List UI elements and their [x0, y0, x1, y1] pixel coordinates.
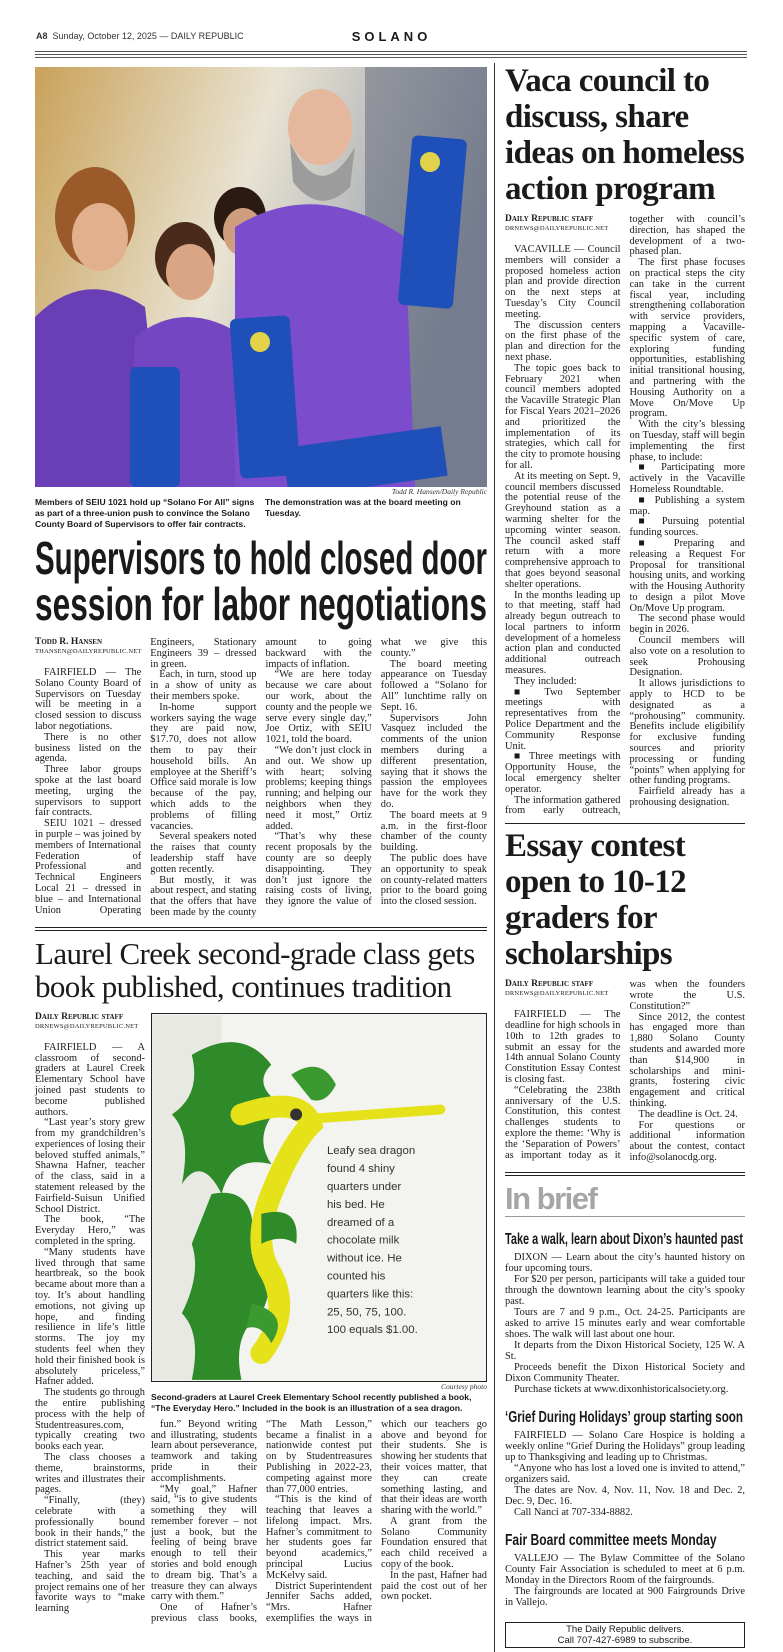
paragraph: VACAVILLE — Council members will consider a proposed homeless action plan and provide direction on the next steps at Tuesday’s City Council meeting. [505, 244, 621, 320]
byline-email[interactable]: DRNEWS@DAILYREPUBLIC.NET [35, 1022, 139, 1030]
illustration-text-line: 25, 50, 75, 100. [326, 1306, 407, 1319]
section-rule [35, 930, 487, 931]
paragraph: “Finally, (they) celebrate with a professionally bound book in their hands,” the district statement said. [35, 1495, 145, 1550]
paragraph: Proceeds benefit the Dixon Historical Society and Dixon Community Theater. [505, 1361, 745, 1384]
byline-email[interactable]: THANSEN@DAILYREPUBLIC.NET [35, 648, 142, 655]
paragraph: It allows jurisdictions to apply to HCD to be designated as a “prohousing” community. Benefits include eligibility for exclusive funding sources and priority processing or funding “points” when applying for other funding programs. [629, 678, 745, 787]
illustration-text-line: chocolate milk [326, 1234, 400, 1247]
paragraph: The public does have an opportunity to speak on county-related matters prior to the board going into the closed session. [380, 852, 487, 908]
paragraph: ■ Three meetings with Opportunity House, the local emergency shelter operator. [505, 751, 621, 795]
byline [505, 980, 621, 998]
paragraph: One of Hafner’s previous class books, “The Math Lesson,” became a finalist in a nationwide contest put on by Studentreasures Publishing in 2022-23, competing against more than 77,000 entries. [151, 1418, 372, 1625]
paragraph: Three labor groups spoke at the last board meeting, urging the supervisors to support fair contracts. [35, 764, 142, 819]
byline [35, 638, 141, 656]
paragraph: “We don’t just clock in and out. We show up with heart; solving problems; keeping things running; and helping our neighbors when they need it most,” Ortiz added. [265, 744, 372, 832]
headline-line: session for labor negotiations [35, 578, 487, 630]
paragraph: The students go through the entire publishing process with the help of Studentreasures.com, typically creating two books each year. [35, 1387, 145, 1453]
paragraph: The fairgrounds are located at 900 Fairgrounds Drive in Vallejo. [505, 1585, 745, 1608]
paragraph: The discussion centers on the first phase of the plan and direction for the next phase. [505, 319, 621, 363]
paragraph: Several speakers noted the raises that county leadership staff have gotten recently. [150, 831, 257, 875]
header-rule [35, 54, 747, 55]
paragraph: The dates are Nov. 4, Nov. 11, Nov. 18 and Dec. 2, Dec. 9, Dec. 16. [505, 1484, 745, 1507]
paragraph: A grant from the Solano Community Foundation ensured that each child received a copy of the book. [381, 1515, 487, 1571]
headline-vaca: Vaca council to discuss, share ideas on homeless action program [505, 63, 745, 207]
paragraph: Tours are 7 and 9 p.m., Oct. 24-25. Participants are asked to arrive 15 minutes early and wear comfortable shoes. The walk will last about one hour. [505, 1306, 745, 1340]
byline-name: Daily Republic staff [505, 214, 594, 224]
paragraph: The class chooses a theme, brainstorms, writes and illustrates their pages. [35, 1452, 145, 1496]
article-essay [505, 980, 745, 1164]
section-rule [505, 1172, 745, 1173]
paragraph: “Last year’s story grew from my grandchildren’s experiences of losing their beloved stuffed animals,” Shawna Hafner, teacher of the class, said in a statement released by the Fairfield-Suisun Unified School District. [35, 1117, 145, 1215]
illustration-text-line: quarters under [326, 1180, 402, 1193]
paragraph: “This is the kind of teaching that leaves a lifelong impact. Mrs. Hafner’s commitment to her students goes far beyond academics,” principal Lucius McKelvy said. [266, 1494, 372, 1581]
paragraph: FAIRFIELD — The Solano County Board of Supervisors on Tuesday will be meeting in a closed session to discuss labor negotiations. [35, 667, 142, 732]
article-supervisors [35, 638, 487, 919]
photo-credit: Courtesy photo [440, 1381, 487, 1391]
paragraph: ■ Preparing and releasing a Request For Proposal for transitional housing units, and working with the Housing Authority to design a pilot Move On/Move Up program. [629, 537, 745, 614]
illustration-text-line: Leafy sea dragon [326, 1144, 416, 1157]
headline-supervisors [35, 534, 487, 630]
paragraph: Since 2012, the contest has engaged more than 1,880 Solano County students and awarded more than $14,900 in scholarships and mini-grants, fostering civic engagement and critical thinking. [629, 1011, 745, 1109]
article-laurel-right [151, 1013, 487, 1625]
brief-headline: Fair Board committee meets Monday [505, 1531, 717, 1549]
paragraph: Supervisors John Vasquez included the comments of the union members during a different presentation, saying that it shows the passion the employees have for the work they do. [380, 712, 487, 810]
photo-caption: Members of SEIU 1021 hold up “Solano For All” signs as part of a three-union push to convince the Solano County Board of Supervisors to offer fair contracts. The demonstration was at the board meeting on Tuesday. [35, 497, 461, 529]
paragraph: The first phase focuses on practical steps the city can take in the current fiscal year, including strengthening collaboration with service providers, mapping a Vacaville-specific system of care, exploring funding opportunities, establishing initial transitional housing, and partnering with the Housing Authority on a Move On/Move Up program. [629, 257, 745, 420]
protest-photo [35, 67, 487, 487]
photo-caption: Second-graders at Laurel Creek Elementary School recently published a book, “The Everyday Hero.” Included in the book is an illustration of a sea dragon. [151, 1391, 472, 1413]
header-rule [35, 51, 747, 52]
paragraph: For $20 per person, participants will take a guided tour through the downtown learning about the city’s spooky past. [505, 1273, 745, 1307]
illustration-text-line: counted his [326, 1270, 386, 1283]
byline-name: Daily Republic staff [505, 979, 594, 990]
article-laurel-cols [151, 1420, 487, 1625]
paragraph: There is no other business listed on the agenda. [35, 731, 142, 765]
illustration-text-line: without ice. He [326, 1252, 402, 1265]
paragraph: But mostly, it was about respect, and stating that the offers that have been made by the county amount to going backward with the impacts of inflation. [150, 637, 372, 918]
paragraph: District Superintendent Jennifer Sachs added, “Mrs. Hafner exemplifies the ways in which our teachers go above and beyond for their students. She is showing her students that their voices matter, that they can create something lasting, and that their ideas are worth sharing with the world.” [266, 1418, 487, 1625]
article-laurel-col1 [35, 1013, 145, 1615]
promo-line: Call 707-427-6989 to subscribe. [557, 1634, 693, 1646]
paragraph: “We are here today because we care about our work, about the county and the people we serve every single day,” Joe Ortiz, with SEIU 1021, told the board. [265, 669, 372, 746]
brief-headline-svg [505, 1227, 745, 1249]
brief-item [505, 1405, 745, 1518]
section-title: SOLANO [351, 29, 432, 44]
paragraph: VALLEJO — The Bylaw Committee of the Solano County Fair Association is scheduled to meet at 6 p.m. Monday in the Directors Room of the fairgrounds. [505, 1552, 745, 1586]
brief-headline: ‘Grief During Holidays’ group starting soon [505, 1408, 743, 1426]
paragraph: ■ Pursuing potential funding sources. [629, 516, 745, 539]
paragraph: ■ Two September meetings with representatives from the Police Department and the Community Response Unit. [505, 686, 621, 752]
paragraph: In-home support workers saying the wage they are paid now, $17.70, does not allow them to pay their household bills. An employee at the Sheriff’s Office said morale is low because of the pay, which adds to the problems of filling vacancies. [150, 701, 257, 832]
illustration-text-line: quarters like this: [326, 1288, 414, 1301]
in-brief-title: In brief [505, 1182, 745, 1217]
paragraph: With the city’s blessing on Tuesday, staff will begin implementing the first phase, to include: [629, 419, 745, 463]
byline [35, 1013, 145, 1031]
paragraph: Fairfield already has a prohousing designation. [629, 786, 745, 809]
byline-name: Daily Republic staff [35, 1011, 124, 1022]
paragraph: FAIRFIELD — A classroom of second-graders at Laurel Creek Elementary School have joined past students to become published authors. [35, 1041, 145, 1118]
byline-email[interactable]: DRNEWS@DAILYREPUBLIC.NET [505, 225, 609, 232]
byline [505, 215, 621, 233]
paragraph: fun.” Beyond writing and illustrating, students learn about perseverance, teamwork and taking pride in their accomplishments. [151, 1418, 257, 1484]
brief-headline-svg [505, 1405, 745, 1427]
paragraph: In the months leading up to that meeting, staff had already begun outreach to local partners to inform development of a homeless action plan and conducted additional outreach measures. [505, 589, 621, 677]
headline-essay: Essay contest open to 10-12 graders for scholarships [505, 828, 687, 973]
article-vaca [505, 215, 745, 817]
paragraph: The deadline is Oct. 24. [638, 1108, 738, 1120]
paragraph: SEIU 1021 – dressed in purple – was joined by members of International Federation of Professional and Technical Engineers Local 21 – dressed in blue – and International Union Operating Engineers, Stationary Engineers 39 – dressed in green. [35, 637, 257, 916]
header-rule [35, 57, 747, 58]
paragraph: The second phase would begin in 2026. [629, 613, 745, 636]
byline-name: Todd R. Hansen [35, 637, 102, 647]
paragraph: This year marks Hafner’s 25th year of teaching, and said the project remains one of her favorite ways to “make learning [35, 1549, 145, 1615]
paragraph: At its meeting on Sept. 9, council members discussed the potential reuse of the Greyhound station as a warming shelter for the upcoming winter season. The council asked staff return with a more comprehensive approach to that goes beyond seasonal shelter operations. [505, 470, 621, 590]
paragraph: The board meets at 9 a.m. in the first-floor chamber of the county building. [380, 809, 487, 854]
paragraph: The topic goes back to February 2021 when council members adopted the Vacaville Strategic Plan for Fiscal Years 2021–2026 and prioritized the implementation of its strategies, which call for the city to promote housing for all. [505, 362, 621, 471]
right-column [494, 63, 745, 1652]
illustration-text-line: found 4 shiny [326, 1162, 395, 1175]
paragraph: ■ Publishing a system map. [629, 494, 745, 517]
paragraph: Call Nanci at 707-334-8882. [514, 1506, 633, 1518]
paragraph: “That’s why these recent proposals by the county are so deeply disappointing. They don’t just ignore the raising costs of living, they ignore the value of what we give this county.” [265, 637, 487, 908]
promo-line: The Daily Republic delivers. [566, 1623, 684, 1635]
sea-dragon-illustration [151, 1013, 487, 1382]
paragraph: FAIRFIELD — The deadline for high schools in 10th to 12th grades to submit an essay for the 14th annual Solano County Constitution Essay Contest is closing fast. [505, 1009, 621, 1086]
section-rule [505, 1175, 745, 1176]
paragraph: It departs from the Dixon Historical Society, 125 W. A St. [505, 1339, 745, 1362]
subscribe-promo [505, 1622, 745, 1648]
headline-supervisors-svg [35, 534, 487, 630]
paragraph: In the past, Hafner had paid the cost out of her own pocket. [381, 1569, 487, 1603]
paragraph: “Celebrating the 238th anniversary of the U.S. Constitution, this contest challenges students to explore the theme: ‘Why is the ‘Separation of Powers’ as important today as it was when the founders wrote the U.S. Constitution?” [505, 979, 745, 1161]
brief-item [505, 1528, 745, 1608]
brief-item [505, 1227, 745, 1395]
paragraph: The book, “The Everyday Hero,” was completed in the spring. [35, 1214, 145, 1248]
brief-headline: Take a walk, learn about Dixon’s haunted past [505, 1230, 743, 1248]
brief-headline-svg [505, 1528, 745, 1550]
paragraph: DIXON — Learn about the city’s haunted history on four upcoming tours. [505, 1251, 745, 1274]
page-dateline [36, 31, 244, 41]
paragraph: “Anyone who has lost a loved one is invited to attend,” organizers said. [505, 1462, 745, 1485]
section-rule [35, 927, 487, 928]
left-column [35, 67, 487, 1625]
dateline: Sunday, October 12, 2025 — DAILY REPUBLIC [52, 31, 244, 41]
paragraph: For questions or additional information about the contest, contact info@solanocdg.org. [629, 1119, 745, 1163]
paragraph: FAIRFIELD — Solano Care Hospice is holding a weekly online “Grief During the Holidays” group leading up to Thanksgiving and leading up to Christmas. [505, 1429, 745, 1463]
section-rule [505, 823, 745, 824]
illustration-text-line: dreamed of a [326, 1216, 395, 1229]
photo-credit: Todd R. Hansen/Daily Republic [391, 487, 487, 496]
paragraph: The information gathered from early outreach, together with council’s direction, has shaped the development of a two-phased plan. [505, 214, 745, 817]
headline-line: Supervisors to hold closed door [35, 534, 487, 584]
paragraph: “Many students have lived through that same heartbreak, so the book became about more than a toy. It’s about handling emotions, not giving up hope, and finding resilience in life’s little storms. The joy my students feel when they hold their finished book is absolutely priceless,” Hafner added. [35, 1246, 145, 1388]
illustration-text-line: 100 equals $1.00. [326, 1323, 418, 1336]
paragraph: They included: [514, 675, 577, 687]
paragraph: Council members will also vote on a resolution to seek Prohousing Designation. [629, 635, 745, 679]
byline-email[interactable]: DRNEWS@DAILYREPUBLIC.NET [505, 990, 609, 998]
paragraph: Each, in turn, stood up in a show of unity as their members spoke. [150, 669, 257, 702]
article-laurel [35, 1013, 487, 1625]
paragraph: The board meeting appearance on Tuesday followed a “Solano for All” lunchtime rally on Sept. 16. [380, 658, 487, 713]
paragraph: Purchase tickets at www.dixonhistoricalsociety.org. [514, 1383, 729, 1395]
paragraph: “My goal,” Hafner said, “is to give students something they will remember forever – not just a book, but the feeling of being brave enough to tell their stories and bold enough to dream big. That’s a treasure they can always carry with them.” [151, 1483, 257, 1603]
page-number: A8 [36, 31, 48, 41]
paragraph: ■ Participating more actively in the Vacaville Homeless Roundtable. [629, 462, 745, 495]
headline-laurel: Laurel Creek second-grade class gets book published, continues tradition [35, 935, 475, 1004]
illustration-text-line: his bed. He [326, 1198, 385, 1211]
